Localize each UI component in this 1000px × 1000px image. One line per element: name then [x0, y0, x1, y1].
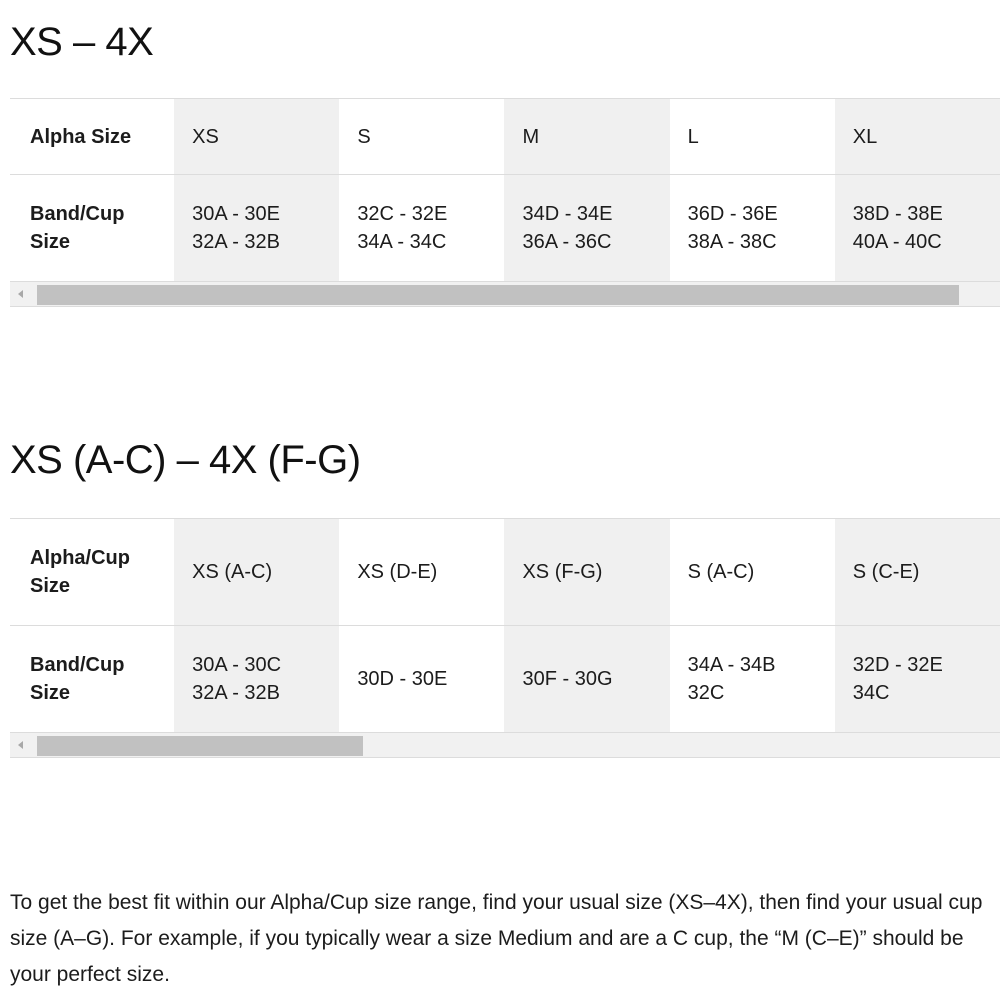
table-row-band-cup-size: [10, 626, 1000, 732]
cell-line: XL: [852, 125, 878, 148]
row-header-line: Size: [30, 575, 71, 597]
table-cell: [670, 626, 835, 732]
scrollbar-thumb[interactable]: [37, 285, 959, 305]
cell-line: XS (D-E): [357, 561, 438, 583]
table-cell: [670, 519, 835, 626]
cell-line: 30A - 30E: [192, 202, 280, 225]
table-cell: [504, 626, 669, 732]
horizontal-scrollbar[interactable]: [10, 281, 1000, 307]
table-cell: [670, 99, 835, 175]
size-table-container-alpha-cup: [10, 518, 1000, 758]
table-cell: [174, 99, 339, 175]
table-cell: [835, 626, 1000, 732]
scroll-left-arrow-icon[interactable]: [18, 290, 23, 298]
cell-line: 32C - 32E: [357, 202, 448, 225]
table-cell: [835, 175, 1000, 281]
row-header: [10, 99, 174, 175]
row-header-line: Band/Cup: [30, 202, 125, 225]
cell-line: 34A - 34B: [687, 653, 776, 676]
scrollbar-thumb[interactable]: [37, 736, 363, 756]
fit-guidance-text: To get the best fit within our Alpha/Cup size range, find your usual size (XS–4X), then find your usual cup size (A–G). For example, if you typically wear a size Medium and are a C cup, the “M (C–E)” should be your perfect size.: [10, 891, 983, 986]
table-cell: [670, 175, 835, 281]
row-header-line: Alpha Size: [30, 125, 132, 148]
cell-line: XS (F-G): [522, 561, 603, 583]
table-cell: [835, 519, 1000, 626]
table-cell: [835, 99, 1000, 175]
row-header-line: Band/Cup: [30, 653, 125, 676]
table-row-alpha-size: [10, 99, 1000, 175]
cell-line: 38D - 38E: [852, 202, 943, 225]
table-row-band-cup-size: [10, 175, 1000, 281]
table-cell: [339, 519, 504, 626]
row-header: [10, 626, 174, 732]
table-cell: [504, 99, 669, 175]
horizontal-scrollbar[interactable]: [10, 732, 1000, 758]
cell-line: 30D - 30E: [357, 667, 448, 690]
row-header: [10, 519, 174, 626]
cell-line: 34A - 34C: [357, 230, 447, 253]
cell-line: M: [522, 125, 540, 148]
table-cell: [339, 99, 504, 175]
cell-line: 34D - 34E: [522, 202, 613, 225]
cell-line: 30F - 30G: [522, 667, 613, 690]
cell-line: 32A - 32B: [192, 230, 280, 253]
cell-line: S (C-E): [852, 561, 920, 583]
row-header-line: Size: [30, 681, 71, 704]
alpha-cup-size-table: [10, 518, 1000, 732]
section-title-alpha-cup: XS (A-C) – 4X (F-G): [10, 438, 361, 482]
cell-line: 32C: [687, 681, 725, 704]
size-table-container-alpha: [10, 98, 1000, 307]
table-cell: [504, 519, 669, 626]
table-cell: [339, 626, 504, 732]
table-cell: [339, 175, 504, 281]
cell-line: 36D - 36E: [687, 202, 778, 225]
scroll-left-arrow-icon[interactable]: [18, 741, 23, 749]
cell-line: 36A - 36C: [522, 230, 612, 253]
row-header-line: Size: [30, 230, 71, 253]
cell-line: 30A - 30C: [192, 653, 282, 676]
alpha-size-table: [10, 98, 1000, 281]
cell-line: XS: [192, 125, 219, 148]
cell-line: 32D - 32E: [852, 653, 943, 676]
cell-line: S: [357, 125, 371, 148]
table-row-alpha-cup-size: [10, 519, 1000, 626]
table-cell: [504, 175, 669, 281]
table-cell: [174, 626, 339, 732]
cell-line: 32A - 32B: [192, 681, 280, 704]
section-title-xs-4x: XS – 4X: [10, 20, 154, 64]
table-cell: [174, 175, 339, 281]
cell-line: 38A - 38C: [687, 230, 777, 253]
cell-line: 40A - 40C: [852, 230, 942, 253]
row-header: [10, 175, 174, 281]
row-header-line: Alpha/Cup: [30, 547, 130, 569]
cell-line: S (A-C): [687, 561, 755, 583]
table-cell: [174, 519, 339, 626]
cell-line: L: [687, 125, 699, 148]
cell-line: XS (A-C): [192, 561, 273, 583]
cell-line: 34C: [852, 681, 890, 704]
